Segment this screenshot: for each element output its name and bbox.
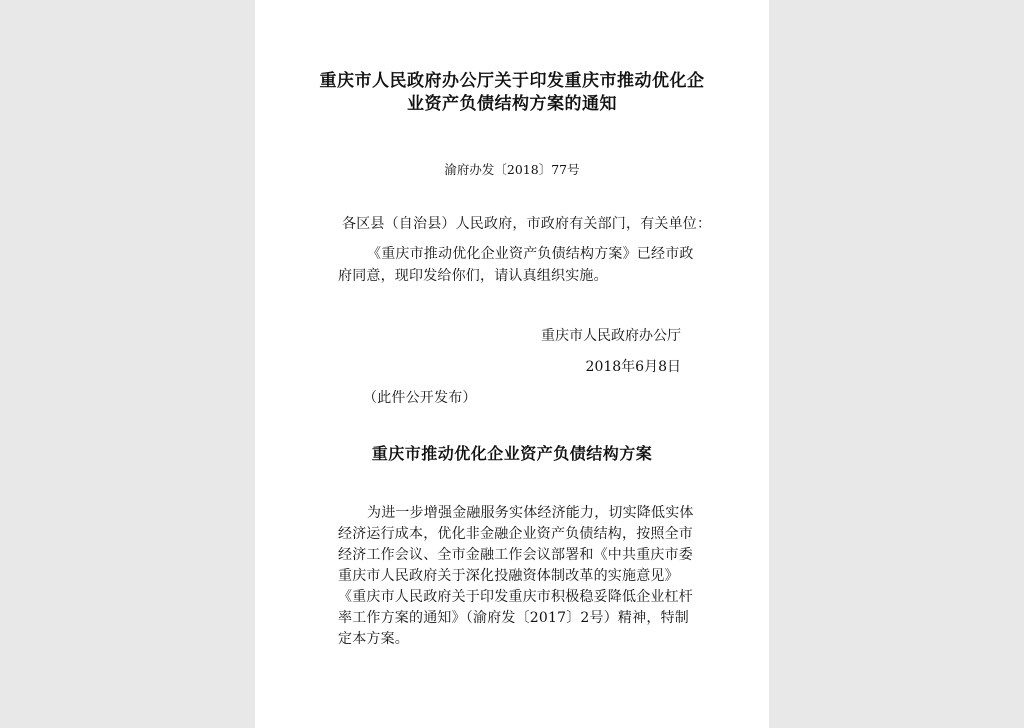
notice-title-line-1: 重庆市人民政府办公厅关于印发重庆市推动优化企 bbox=[319, 71, 705, 91]
addressee: 各区县（自治县）人民政府，市政府有关部门，有关单位： bbox=[342, 216, 712, 232]
document-page bbox=[255, 0, 769, 728]
plan-paragraph-line-4: 重庆市人民政府关于深化投融资体制改革的实施意见》 bbox=[338, 568, 679, 584]
plan-title: 重庆市推动优化企业资产负债结构方案 bbox=[371, 444, 653, 463]
plan-paragraph-line-7: 定本方案。 bbox=[338, 631, 409, 647]
plan-paragraph-line-1: 为进一步增强金融服务实体经济能力，切实降低实体 bbox=[367, 505, 694, 521]
notice-title-line-2: 业资产负债结构方案的通知 bbox=[407, 94, 617, 114]
plan-paragraph-line-2: 经济运行成本，优化非金融企业资产负债结构，按照全市 bbox=[338, 526, 693, 542]
issue-date: 2018年6月8日 bbox=[585, 359, 681, 375]
plan-paragraph-line-6: 率工作方案的通知》（渝府发〔2017〕2号）精神，特制 bbox=[338, 610, 689, 626]
notice-body-line-2: 府同意，现印发给你们，请认真组织实施。 bbox=[338, 268, 608, 284]
publication-note: （此件公开发布） bbox=[363, 390, 477, 406]
document-number: 渝府办发〔2018〕77号 bbox=[444, 162, 580, 177]
notice-body-line-1: 《重庆市推动优化企业资产负债结构方案》已经市政 bbox=[367, 246, 694, 262]
plan-paragraph-line-5: 《重庆市人民政府关于印发重庆市积极稳妥降低企业杠杆 bbox=[338, 589, 693, 605]
plan-paragraph-line-3: 经济工作会议、全市金融工作会议部署和《中共重庆市委 bbox=[338, 547, 693, 563]
issuer-signature: 重庆市人民政府办公厅 bbox=[541, 328, 681, 344]
